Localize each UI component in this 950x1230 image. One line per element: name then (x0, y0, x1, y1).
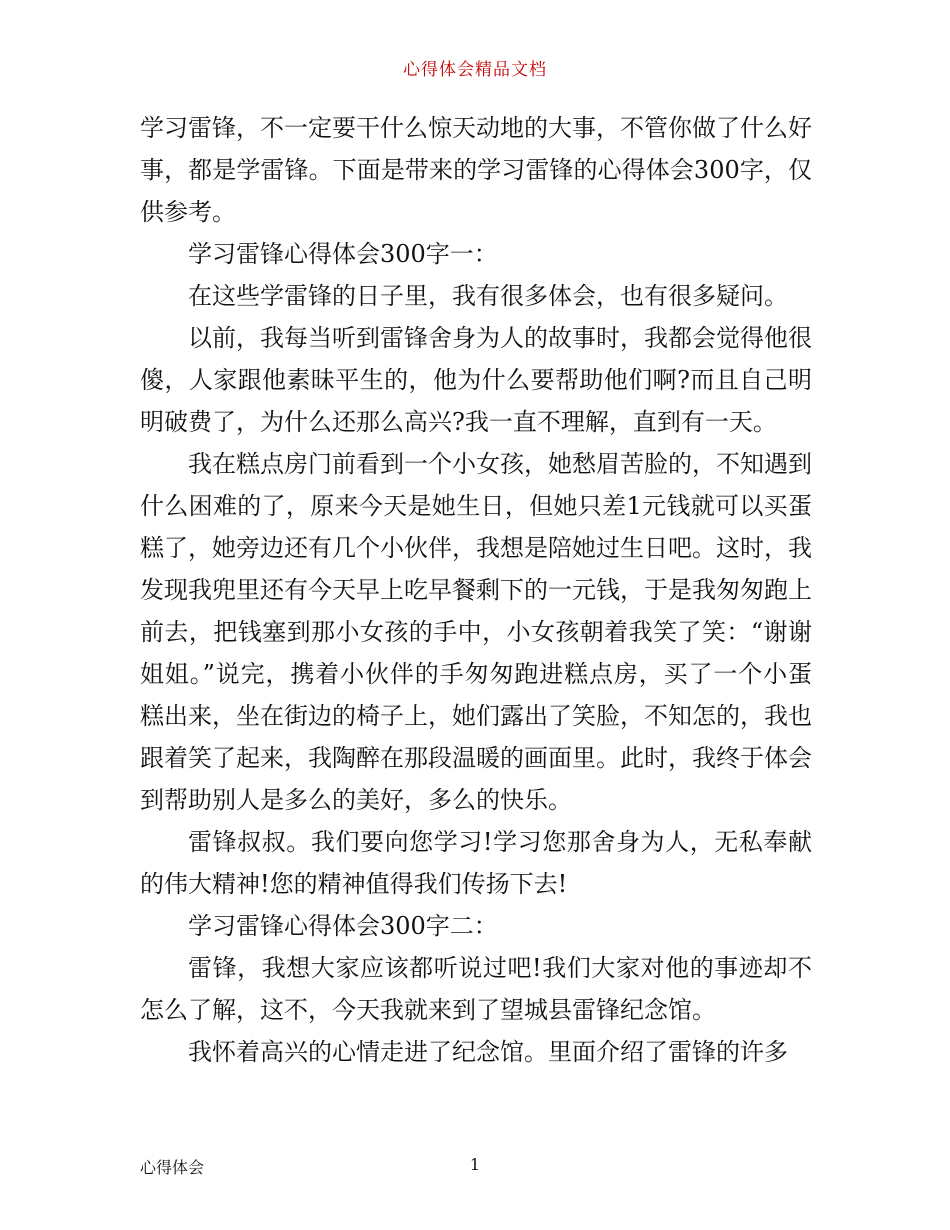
section-heading-two: 学习雷锋心得体会300字二： (188, 912, 498, 940)
paragraph: 雷锋叔叔。我们要向您学习!学习您那舍身为人，无私奉献的伟大精神!您的精神值得我们传扬下去! (140, 828, 812, 898)
page-header-title: 心得体会精品文档 (403, 60, 547, 80)
paragraph: 雷锋，我想大家应该都听说过吧!我们大家对他的事迹却不怎么了解，这不，今天我就来到了望城县雷锋纪念馆。 (140, 954, 812, 1024)
paragraph: 我怀着高兴的心情走进了纪念馆。里面介绍了雷锋的许多 (188, 1038, 788, 1066)
paragraph: 在这些学雷锋的日子里，我有很多体会，也有很多疑问。 (188, 282, 788, 310)
paragraph-intro: 学习雷锋，不一定要干什么惊天动地的大事，不管你做了什么好事，都是学雷锋。下面是带来的学习雷锋的心得体会300字，仅供参考。 (140, 114, 812, 226)
document-body (140, 107, 812, 1073)
paragraph: 以前，我每当听到雷锋舍身为人的故事时，我都会觉得他很傻，人家跟他素昧平生的，他为什么要帮助他们啊?而且自己明明破费了，为什么还那么高兴?我一直不理解，直到有一天。 (140, 324, 812, 436)
section-heading-one: 学习雷锋心得体会300字一： (188, 240, 498, 268)
page-number: 1 (469, 1155, 481, 1174)
footer-label: 心得体会 (140, 1158, 205, 1177)
paragraph: 我在糕点房门前看到一个小女孩，她愁眉苦脸的，不知遇到什么困难的了，原来今天是她生日，但她只差1元钱就可以买蛋糕了，她旁边还有几个小伙伴，我想是陪她过生日吧。这时，我发现我兜里还有今天早上吃早餐剩下的一元钱，于是我匆匆跑上前去，把钱塞到那小女孩的手中，小女孩朝着我笑了笑：“谢谢姐姐。”说完，携着小伙伴的手匆匆跑进糕点房，买了一个小蛋糕出来，坐在街边的椅子上，她们露出了笑脸，不知怎的，我也跟着笑了起来，我陶醉在那段温暖的画面里。此时，我终于体会到帮助别人是多么的美好，多么的快乐。 (140, 450, 812, 814)
